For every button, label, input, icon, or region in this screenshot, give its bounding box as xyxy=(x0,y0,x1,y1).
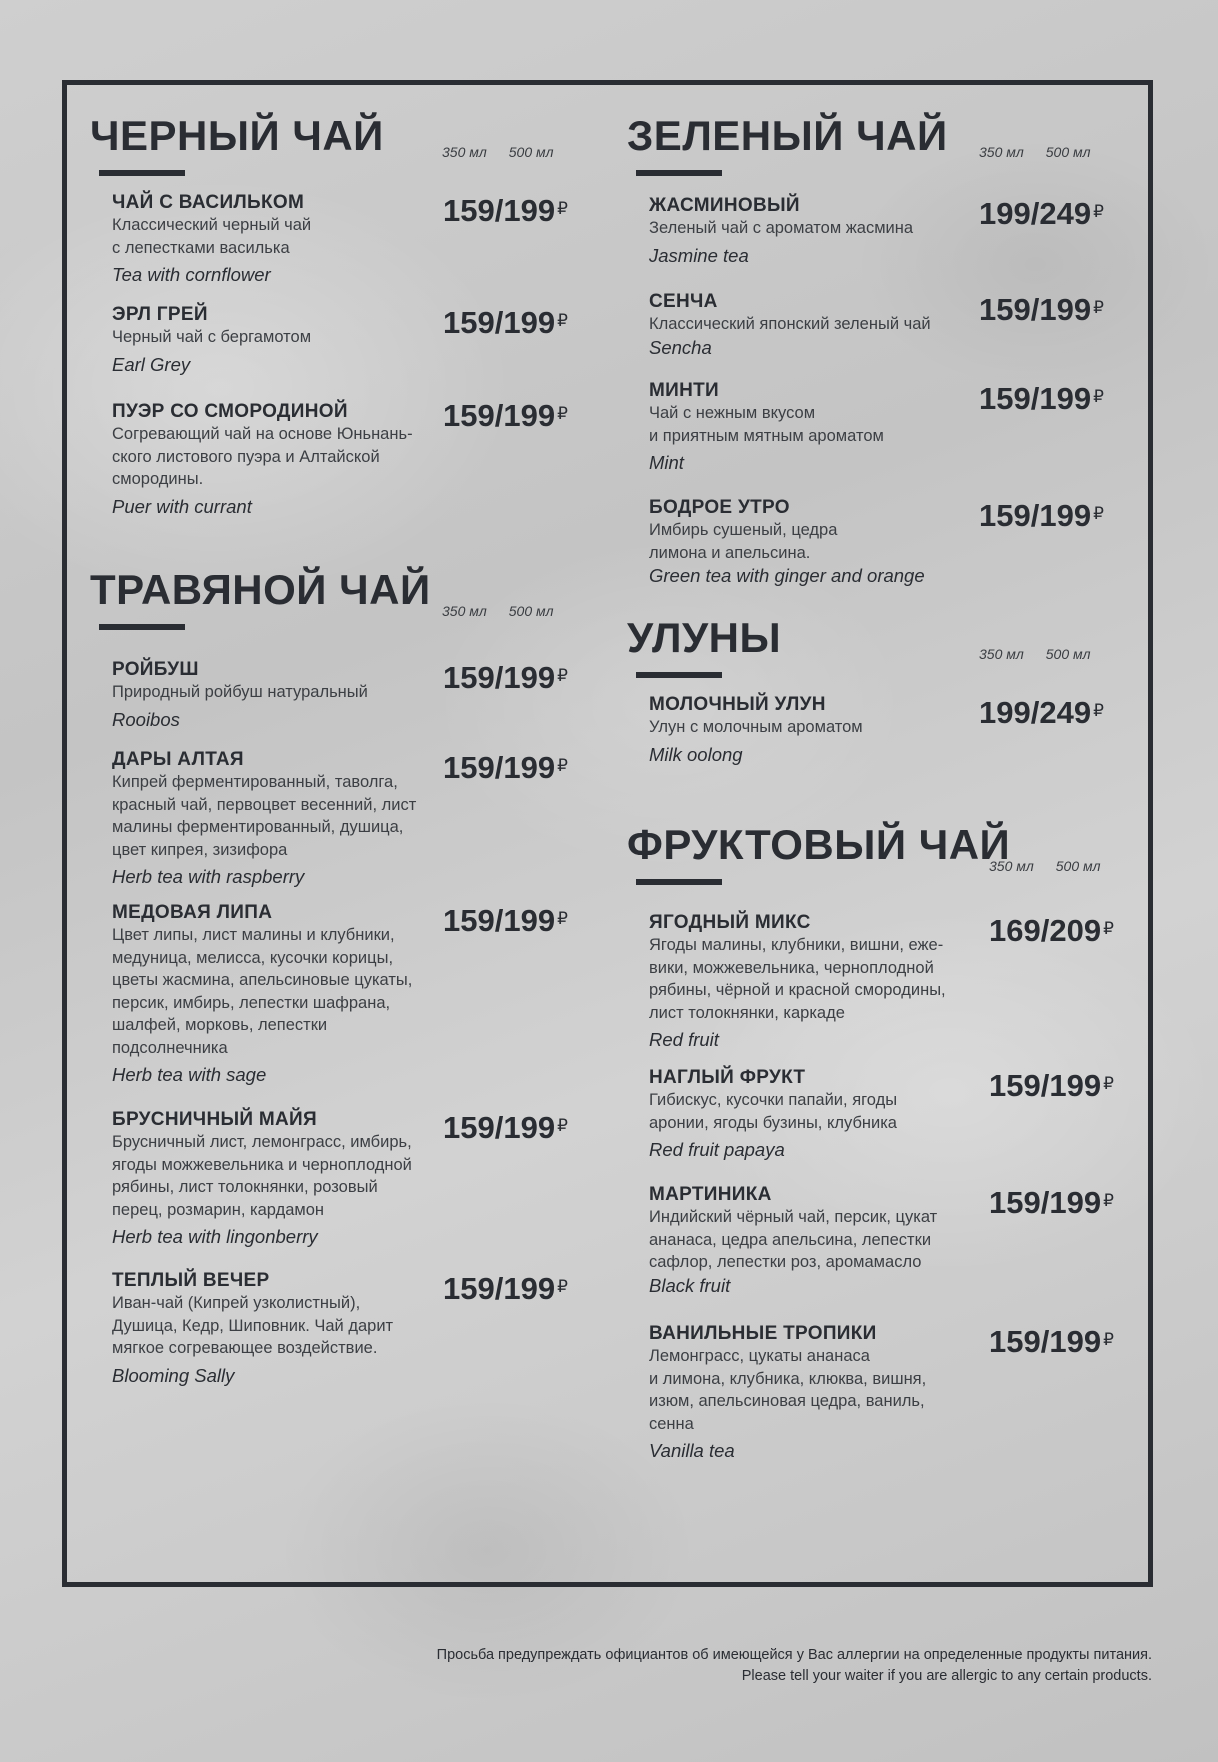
ruble-icon: ₽ xyxy=(1103,919,1114,938)
menu-item xyxy=(112,304,612,377)
item-price: 199/249 ₽ xyxy=(979,196,1104,231)
ruble-icon: ₽ xyxy=(1093,202,1104,221)
ruble-icon: ₽ xyxy=(557,199,568,218)
section-title: ЧЕРНЫЙ ЧАЙ xyxy=(90,112,384,159)
item-description: Улун с молочным ароматом xyxy=(649,718,863,736)
item-price: 159/199 ₽ xyxy=(979,381,1104,416)
item-price: 159/199 ₽ xyxy=(443,1110,568,1145)
item-description: Гибискус, кусочки папайи, ягоды аронии, ягоды бузины, клубника xyxy=(649,1091,898,1132)
item-english-name: Herb tea with sage xyxy=(112,1064,267,1085)
item-name: БОДРОЕ УТРО xyxy=(649,497,790,518)
item-english-name: Rooibos xyxy=(112,708,180,730)
size-large: 500 мл xyxy=(508,144,554,160)
item-name: МИНТИ xyxy=(649,380,719,401)
ruble-icon: ₽ xyxy=(1103,1191,1114,1210)
item-description: Цвет липы, лист малины и клубники, медуница, мелисса, кусочки корицы, цветы жасмина, апельсиновые цукаты, персик, имбирь, лепестки шафрана, шалфей, морковь, лепестки подсолнечника xyxy=(112,926,413,1057)
item-english-name: Tea with cornflower xyxy=(112,264,271,285)
title-underline xyxy=(636,672,722,678)
item-description: Природный ройбуш натуральный xyxy=(112,683,368,701)
item-price: 159/199 ₽ xyxy=(979,292,1104,327)
size-labels xyxy=(442,144,554,160)
menu-item xyxy=(112,1109,612,1249)
menu-item xyxy=(112,1270,612,1388)
ruble-icon: ₽ xyxy=(557,909,568,928)
item-price: 159/199 ₽ xyxy=(443,660,568,695)
size-large: 500 мл xyxy=(1055,858,1101,874)
item-price: 159/199 ₽ xyxy=(443,903,568,938)
item-description: Чай с нежным вкусом и приятным мятным ароматом xyxy=(649,404,884,445)
allergy-notice-ru: Просьба предупреждать официантов об имеющейся у Вас аллергии на определенные продукты питания. xyxy=(436,1647,1152,1663)
item-description: Ягоды малины, клубники, вишни, еже- вики, можжевельника, черноплодной рябины, чёрной и красной смородины, лист толокнянки, каркаде xyxy=(649,936,946,1022)
item-name: ЧАЙ С ВАСИЛЬКОМ xyxy=(112,192,305,213)
item-name: ЯГОДНЫЙ МИКС xyxy=(649,912,811,933)
item-english-name: Mint xyxy=(649,452,684,473)
item-english-name: Green tea with ginger and orange xyxy=(649,565,925,586)
ruble-icon: ₽ xyxy=(1093,504,1104,523)
menu-item xyxy=(112,902,612,1087)
item-price: 159/199 ₽ xyxy=(443,1271,568,1306)
ruble-icon: ₽ xyxy=(1093,701,1104,720)
menu-item xyxy=(649,1323,1159,1463)
ruble-icon: ₽ xyxy=(557,311,568,330)
item-name: МЕДОВАЯ ЛИПА xyxy=(112,902,273,923)
item-description: Зеленый чай с ароматом жасмина xyxy=(649,219,914,237)
ruble-icon: ₽ xyxy=(557,1116,568,1135)
item-english-name: Vanilla tea xyxy=(649,1440,735,1461)
item-english-name: Jasmine tea xyxy=(649,244,749,266)
item-name: ВАНИЛЬНЫЕ ТРОПИКИ xyxy=(649,1323,877,1344)
menu-item xyxy=(649,1067,1159,1162)
item-price: 159/199 ₽ xyxy=(443,750,568,785)
title-underline xyxy=(636,879,722,885)
item-english-name: Puer with currant xyxy=(112,495,252,517)
size-small: 350 мл xyxy=(979,646,1024,662)
item-description: Индийский чёрный чай, персик, цукат ананаса, цедра апельсина, лепестки сафлор, лепестки роз, аромамасло xyxy=(649,1208,938,1271)
size-small: 350 мл xyxy=(442,603,487,619)
item-price: 159/199 ₽ xyxy=(989,1068,1114,1103)
item-english-name: Red fruit papaya xyxy=(649,1139,785,1160)
item-description: Брусничный лист, лемонграсс, имбирь, ягоды можжевельника и черноплодной рябины, лист толокнянки, розовый перец, розмарин, кардамон xyxy=(112,1133,412,1219)
size-labels xyxy=(979,646,1091,662)
item-description: Кипрей ферментированный, таволга, красный чай, первоцвет весенний, лист малины ферментированный, душица, цвет кипрея, зизифора xyxy=(112,773,417,859)
size-labels xyxy=(989,858,1101,874)
item-price: 159/199 ₽ xyxy=(989,1324,1114,1359)
item-english-name: Black fruit xyxy=(649,1274,731,1296)
menu-item xyxy=(112,749,612,889)
item-english-name: Earl Grey xyxy=(112,353,191,375)
menu-item xyxy=(112,192,612,287)
item-name: СЕНЧА xyxy=(649,291,718,312)
item-description: Классический японский зеленый чай xyxy=(649,315,931,333)
size-small: 350 мл xyxy=(442,144,487,160)
menu-item xyxy=(649,497,1159,588)
menu-item xyxy=(649,1184,1159,1298)
item-price: 159/199 ₽ xyxy=(979,498,1104,533)
item-english-name: Red fruit xyxy=(649,1029,719,1050)
item-description: Черный чай с бергамотом xyxy=(112,328,312,346)
allergy-notice-en: Please tell your waiter if you are allergic to any certain products. xyxy=(741,1668,1152,1684)
item-price: 159/199 ₽ xyxy=(443,398,568,433)
item-english-name: Sencha xyxy=(649,336,712,358)
size-large: 500 мл xyxy=(1045,646,1091,662)
section-title: УЛУНЫ xyxy=(627,614,782,661)
size-small: 350 мл xyxy=(989,858,1034,874)
item-price: 159/199 ₽ xyxy=(989,1185,1114,1220)
ruble-icon: ₽ xyxy=(1093,387,1104,406)
item-price: 169/209 ₽ xyxy=(989,913,1114,948)
item-name: ПУЭР СО СМОРОДИНОЙ xyxy=(112,401,348,422)
item-name: ЭРЛ ГРЕЙ xyxy=(112,304,208,325)
item-name: ДАРЫ АЛТАЯ xyxy=(112,749,244,770)
section-title: ТРАВЯНОЙ ЧАЙ xyxy=(90,566,431,613)
size-small: 350 мл xyxy=(979,144,1024,160)
item-price: 199/249 ₽ xyxy=(979,695,1104,730)
item-description: Имбирь сушеный, цедра лимона и апельсина. xyxy=(649,521,838,562)
item-english-name: Herb tea with lingonberry xyxy=(112,1226,318,1247)
ruble-icon: ₽ xyxy=(1103,1330,1114,1349)
size-labels xyxy=(442,603,554,619)
menu-item xyxy=(649,380,1159,475)
item-description: Классический черный чай с лепестками василька xyxy=(112,216,312,257)
section-title: ФРУКТОВЫЙ ЧАЙ xyxy=(627,821,1011,868)
item-english-name: Milk oolong xyxy=(649,743,743,765)
item-description: Лемонграсс, цукаты ананаса и лимона, клубника, клюква, вишня, изюм, апельсиновая цедра, ваниль, сенна xyxy=(649,1347,927,1433)
item-price: 159/199 ₽ xyxy=(443,305,568,340)
item-name: ТЕПЛЫЙ ВЕЧЕР xyxy=(112,1270,270,1291)
item-name: НАГЛЫЙ ФРУКТ xyxy=(649,1067,806,1088)
ruble-icon: ₽ xyxy=(557,404,568,423)
menu-item xyxy=(649,195,1159,268)
item-english-name: Blooming Sally xyxy=(112,1364,235,1386)
item-name: БРУСНИЧНЫЙ МАЙЯ xyxy=(112,1109,317,1130)
size-labels xyxy=(979,144,1091,160)
item-price: 159/199 ₽ xyxy=(443,193,568,228)
item-name: МОЛОЧНЫЙ УЛУН xyxy=(649,694,826,715)
section-title: ЗЕЛЕНЫЙ ЧАЙ xyxy=(627,112,948,159)
size-large: 500 мл xyxy=(1045,144,1091,160)
item-description: Согревающий чай на основе Юньнань- ского листового пуэра и Алтайской смородины. xyxy=(112,425,413,488)
item-description: Иван-чай (Кипрей узколистный), Душица, Кедр, Шиповник. Чай дарит мягкое согревающее воздействие. xyxy=(112,1294,394,1357)
item-english-name: Herb tea with raspberry xyxy=(112,866,305,887)
item-name: ЖАСМИНОВЫЙ xyxy=(649,195,800,216)
menu-item xyxy=(649,694,1159,767)
ruble-icon: ₽ xyxy=(557,756,568,775)
menu-item xyxy=(112,398,612,519)
title-underline xyxy=(636,170,722,176)
ruble-icon: ₽ xyxy=(557,666,568,685)
item-name: МАРТИНИКА xyxy=(649,1184,772,1205)
item-name: РОЙБУШ xyxy=(112,659,199,680)
title-underline xyxy=(99,170,185,176)
allergy-notice xyxy=(437,1645,1152,1687)
menu-item xyxy=(112,659,612,732)
size-large: 500 мл xyxy=(508,603,554,619)
ruble-icon: ₽ xyxy=(1103,1074,1114,1093)
ruble-icon: ₽ xyxy=(1093,298,1104,317)
title-underline xyxy=(99,624,185,630)
ruble-icon: ₽ xyxy=(557,1277,568,1296)
menu-item xyxy=(649,912,1159,1052)
menu-item xyxy=(649,291,1159,360)
